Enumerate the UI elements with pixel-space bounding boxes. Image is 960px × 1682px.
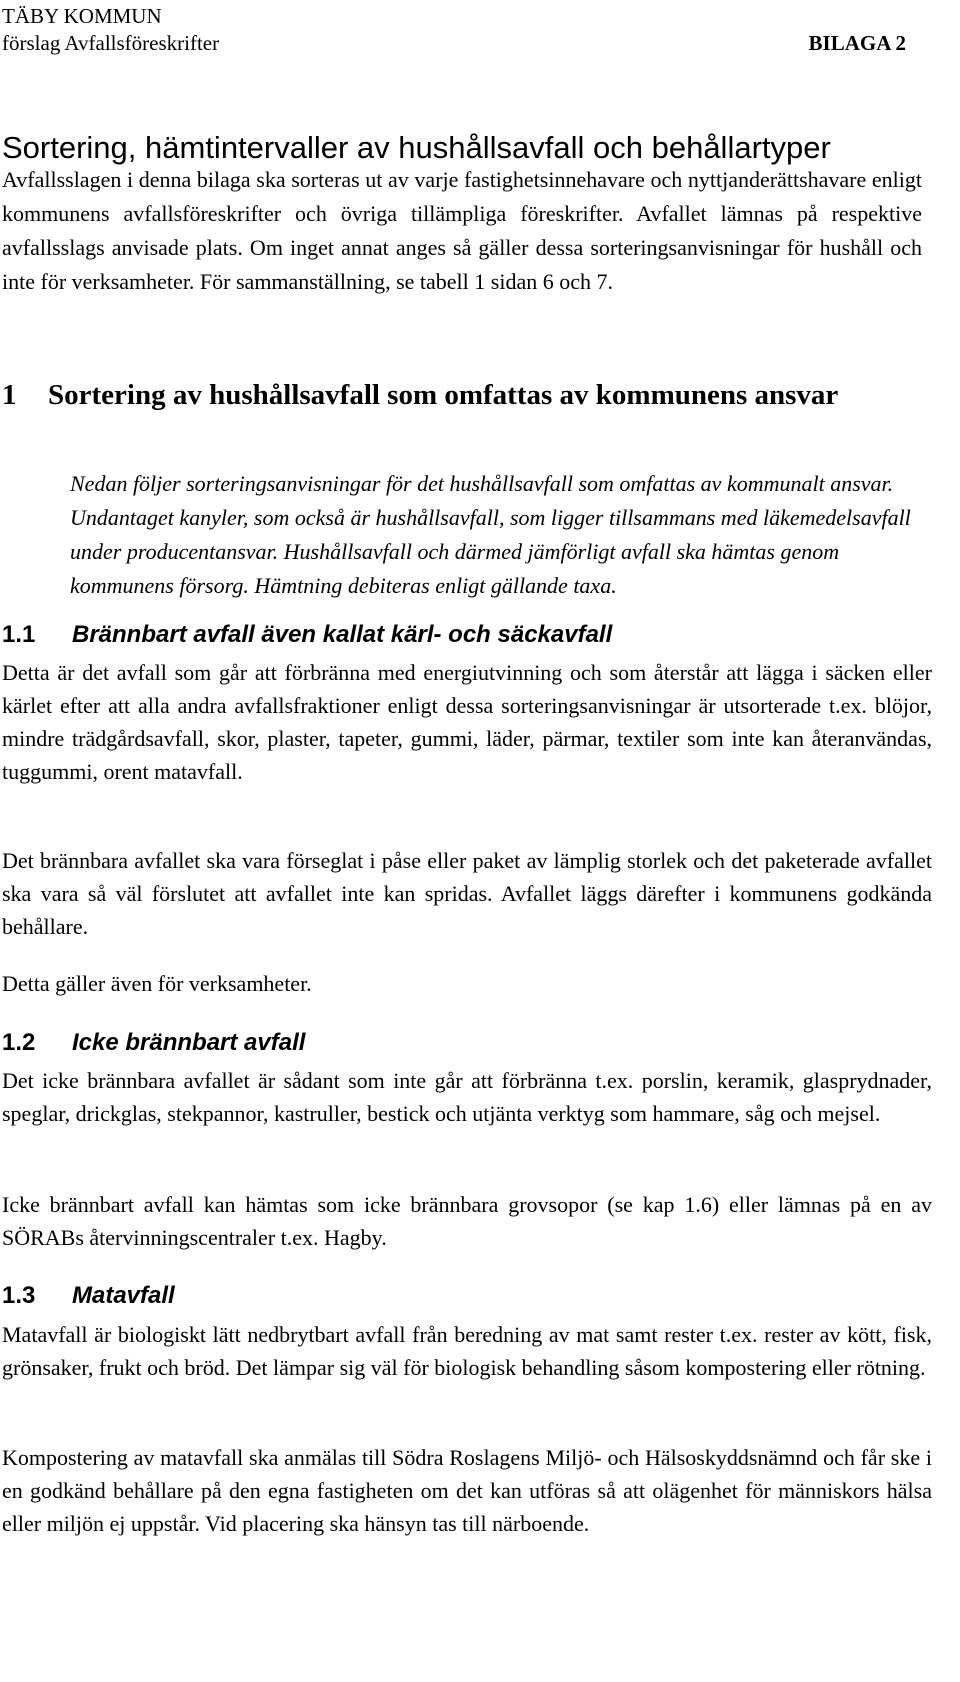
section-1-1-heading [2,620,612,650]
section-1-2-heading [2,1028,305,1058]
section-1-3-paragraph-2: Kompostering av matavfall ska anmälas till Södra Roslagens Miljö- och Hälsoskyddsnämnd och får ske i en godkänd behållare på den egna fastigheten om det kan utföras så att olägenhet för människors hälsa eller miljön ej uppstår. Vid placering ska hänsyn tas till närboende. [2,1445,932,1536]
section-1-3-paragraph-1: Matavfall är biologiskt lätt nedbrytbart avfall från beredning av mat samt rester t.ex. rester av kött, fisk, grönsaker, frukt och bröd. Det lämpar sig väl för biologisk behandling såsom kompostering eller rötning. [2,1322,932,1380]
section-1-2-number: 1.2 [2,1029,36,1056]
page-title: Sortering, hämtintervaller av hushållsavfall och behållartyper [2,130,831,165]
section-1-1-number: 1.1 [2,621,36,648]
section-1-3-title: Matavfall [72,1282,175,1309]
section-1-1-title: Brännbart avfall även kallat kärl- och säckavfall [72,621,613,648]
section-1-heading [2,377,932,413]
section-1-title: Sortering av hushållsavfall som omfattas av kommunens ansvar [48,379,839,411]
header-appendix-label: BILAGA 2 [808,31,906,55]
section-1-3-heading [2,1281,175,1311]
section-1-1-paragraph-3: Detta gäller även för verksamheter. [2,971,312,996]
header-organization: TÄBY KOMMUN [2,4,162,28]
section-1-3-number: 1.3 [2,1282,36,1309]
section-1-2-title: Icke brännbart avfall [72,1029,306,1056]
section-1-2-paragraph-1: Det icke brännbara avfallet är sådant som inte går att förbränna t.ex. porslin, keramik, glasprydnader, speglar, drickglas, stekpannor, kastruller, bestick och utjänta verktyg som hammare, såg och mejsel. [2,1068,932,1126]
header-document-name: förslag Avfallsföreskrifter [2,31,220,55]
intro-paragraph: Avfallsslagen i denna bilaga ska sorteras ut av varje fastighetsinnehavare och nyttjanderättshavare enligt kommunens avfallsföreskrifter och övriga tillämpliga föreskrifter. Avfallet lämnas på respektive avfallsslags anvisade plats. Om inget annat anges så gäller dessa sorteringsanvisningar för hushåll och inte för verksamheter. För sammanställning, se tabell 1 sidan 6 och 7. [2,167,922,294]
section-1-1-paragraph-2: Det brännbara avfallet ska vara förseglat i påse eller paket av lämplig storlek och det paketerade avfallet ska vara så väl förslutet att avfallet inte kan spridas. Avfallet läggs därefter i kommunens godkända behållare. [2,848,932,939]
section-1-intro: Nedan följer sorteringsanvisningar för det hushållsavfall som omfattas av kommunalt ansvar. Undantaget kanyler, som också är hushållsavfall, som ligger tillsammans med läkemedelsavfall under producentansvar. Hushållsavfall och därmed jämförligt avfall ska hämtas genom kommunens försorg. Hämtning debiteras enligt gällande taxa. [70,471,911,598]
section-1-2-paragraph-2: Icke brännbart avfall kan hämtas som icke brännbara grovsopor (se kap 1.6) eller lämnas på en av SÖRABs återvinningscentraler t.ex. Hagby. [2,1192,932,1250]
section-1-number: 1 [2,379,17,411]
section-1-1-paragraph-1: Detta är det avfall som går att förbränna med energiutvinning och som återstår att lägga i säcken eller kärlet efter att alla andra avfallsfraktioner enligt dessa sorteringsanvisningar är utsorterade t.ex. blöjor, mindre trädgårdsavfall, skor, plaster, tapeter, gummi, läder, pärmar, textiler som inte kan återanvändas, tuggummi, orent matavfall. [2,660,932,784]
